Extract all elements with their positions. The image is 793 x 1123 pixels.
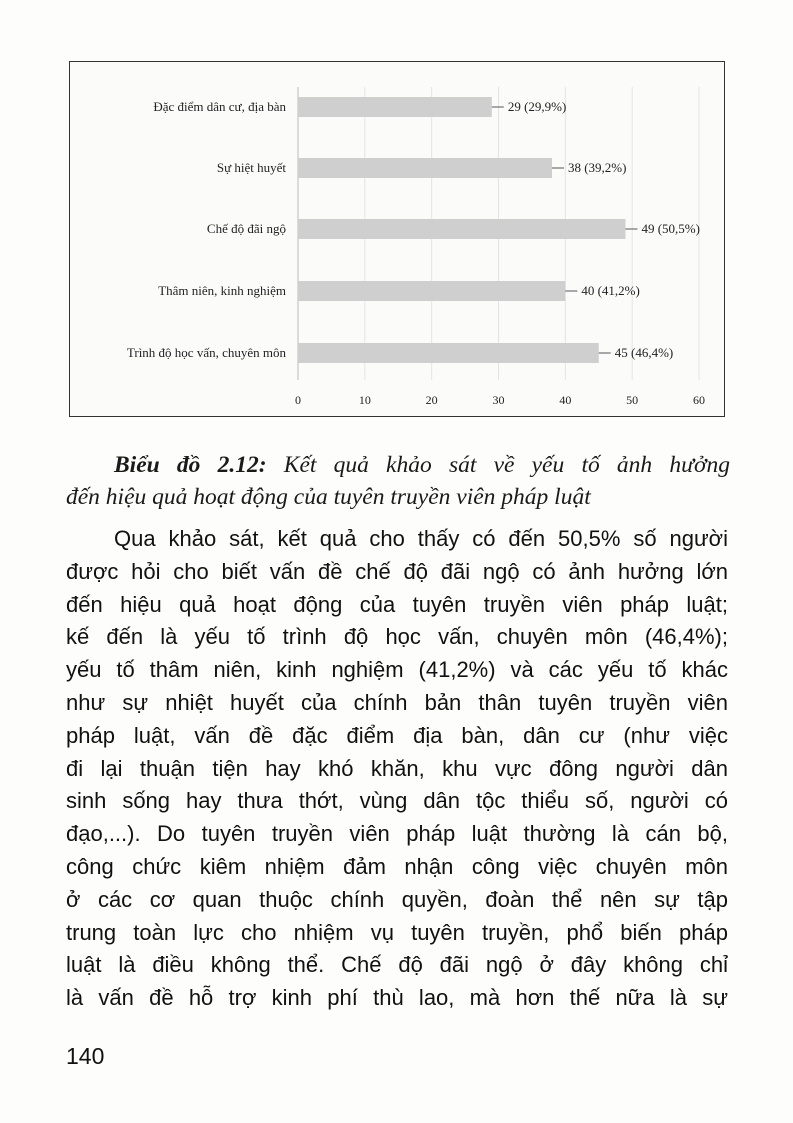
caption-label: Biểu đồ 2.12: xyxy=(114,452,267,478)
paragraph-line: là vấn đề hỗ trợ kinh phí thù lao, mà hơn thế nữa là sự xyxy=(66,985,728,1011)
data-label: 49 (50,5%) xyxy=(641,221,700,236)
paragraph-line: công chức kiêm nhiệm đảm nhận công việc chuyên môn xyxy=(66,853,728,879)
category-label: Đặc điểm dân cư, địa bàn xyxy=(153,99,286,114)
paragraph-line: luật là điều không thể. Chế độ đãi ngộ ở đây không chỉ xyxy=(66,952,728,978)
paragraph-line: đến hiệu quả hoạt động của tuyên truyền viên pháp luật; xyxy=(66,591,728,617)
x-tick-label: 60 xyxy=(693,393,705,407)
paragraph-line: pháp luật, vấn đề đặc điểm địa bàn, dân cư (như việc xyxy=(66,722,728,748)
x-tick-label: 50 xyxy=(626,393,639,407)
paragraph-line: kế đến là yếu tố trình độ học vấn, chuyên môn (46,4%); xyxy=(66,624,728,650)
category-label: Trình độ học vấn, chuyên môn xyxy=(126,345,286,360)
category-label: Chế độ đãi ngộ xyxy=(206,221,286,236)
x-tick-label: 20 xyxy=(425,393,438,407)
x-tick-label: 10 xyxy=(358,393,371,407)
chart-canvas xyxy=(70,62,726,418)
x-tick-label: 40 xyxy=(559,393,572,407)
paragraph-line: sinh sống hay thưa thớt, vùng dân tộc thiểu số, người có xyxy=(66,788,728,814)
survey-bar-chart xyxy=(69,61,725,417)
bar xyxy=(298,219,625,239)
paragraph-line: được hỏi cho biết vấn đề chế độ đãi ngộ có ảnh hưởng lớn xyxy=(66,558,728,584)
paragraph-line: trung toàn lực cho nhiệm vụ tuyên truyền, phổ biến pháp xyxy=(66,919,728,945)
bar xyxy=(298,343,599,363)
figure-caption xyxy=(66,449,730,513)
body-paragraph xyxy=(66,523,728,1015)
data-label: 38 (39,2%) xyxy=(567,160,627,175)
paragraph-line: đi lại thuận tiện hay khó khăn, khu vực đông người dân xyxy=(66,755,728,781)
bar xyxy=(298,281,565,301)
data-label: 40 (41,2%) xyxy=(581,283,640,298)
caption-line-2: đến hiệu quả hoạt động của tuyên truyền viên pháp luật xyxy=(66,484,591,510)
paragraph-line: yếu tố thâm niên, kinh nghiệm (41,2%) và các yếu tố khác xyxy=(66,657,728,683)
category-label: Sự hiệt huyết xyxy=(216,160,286,175)
x-tick-label: 30 xyxy=(492,393,505,407)
bar xyxy=(298,158,552,178)
caption-line-1 xyxy=(66,449,730,481)
category-label: Thâm niên, kinh nghiệm xyxy=(158,283,286,298)
paragraph-line: như sự nhiệt huyết của chính bản thân tuyên truyền viên xyxy=(66,689,728,715)
paragraph-line: ở các cơ quan thuộc chính quyền, đoàn thể nên sự tập xyxy=(66,886,728,912)
bar xyxy=(298,97,492,117)
caption-title-part-1: Kết quả khảo sát về yếu tố ảnh hưởng xyxy=(266,452,730,478)
x-tick-label: 0 xyxy=(295,393,301,407)
page-number: 140 xyxy=(66,1043,105,1069)
paragraph-line: đạo,...). Do tuyên truyền viên pháp luật thường là cán bộ, xyxy=(66,821,728,847)
data-label: 29 (29,9%) xyxy=(507,99,567,114)
data-label: 45 (46,4%) xyxy=(614,345,674,360)
paragraph-line: Qua khảo sát, kết quả cho thấy có đến 50,5% số người xyxy=(114,526,728,551)
